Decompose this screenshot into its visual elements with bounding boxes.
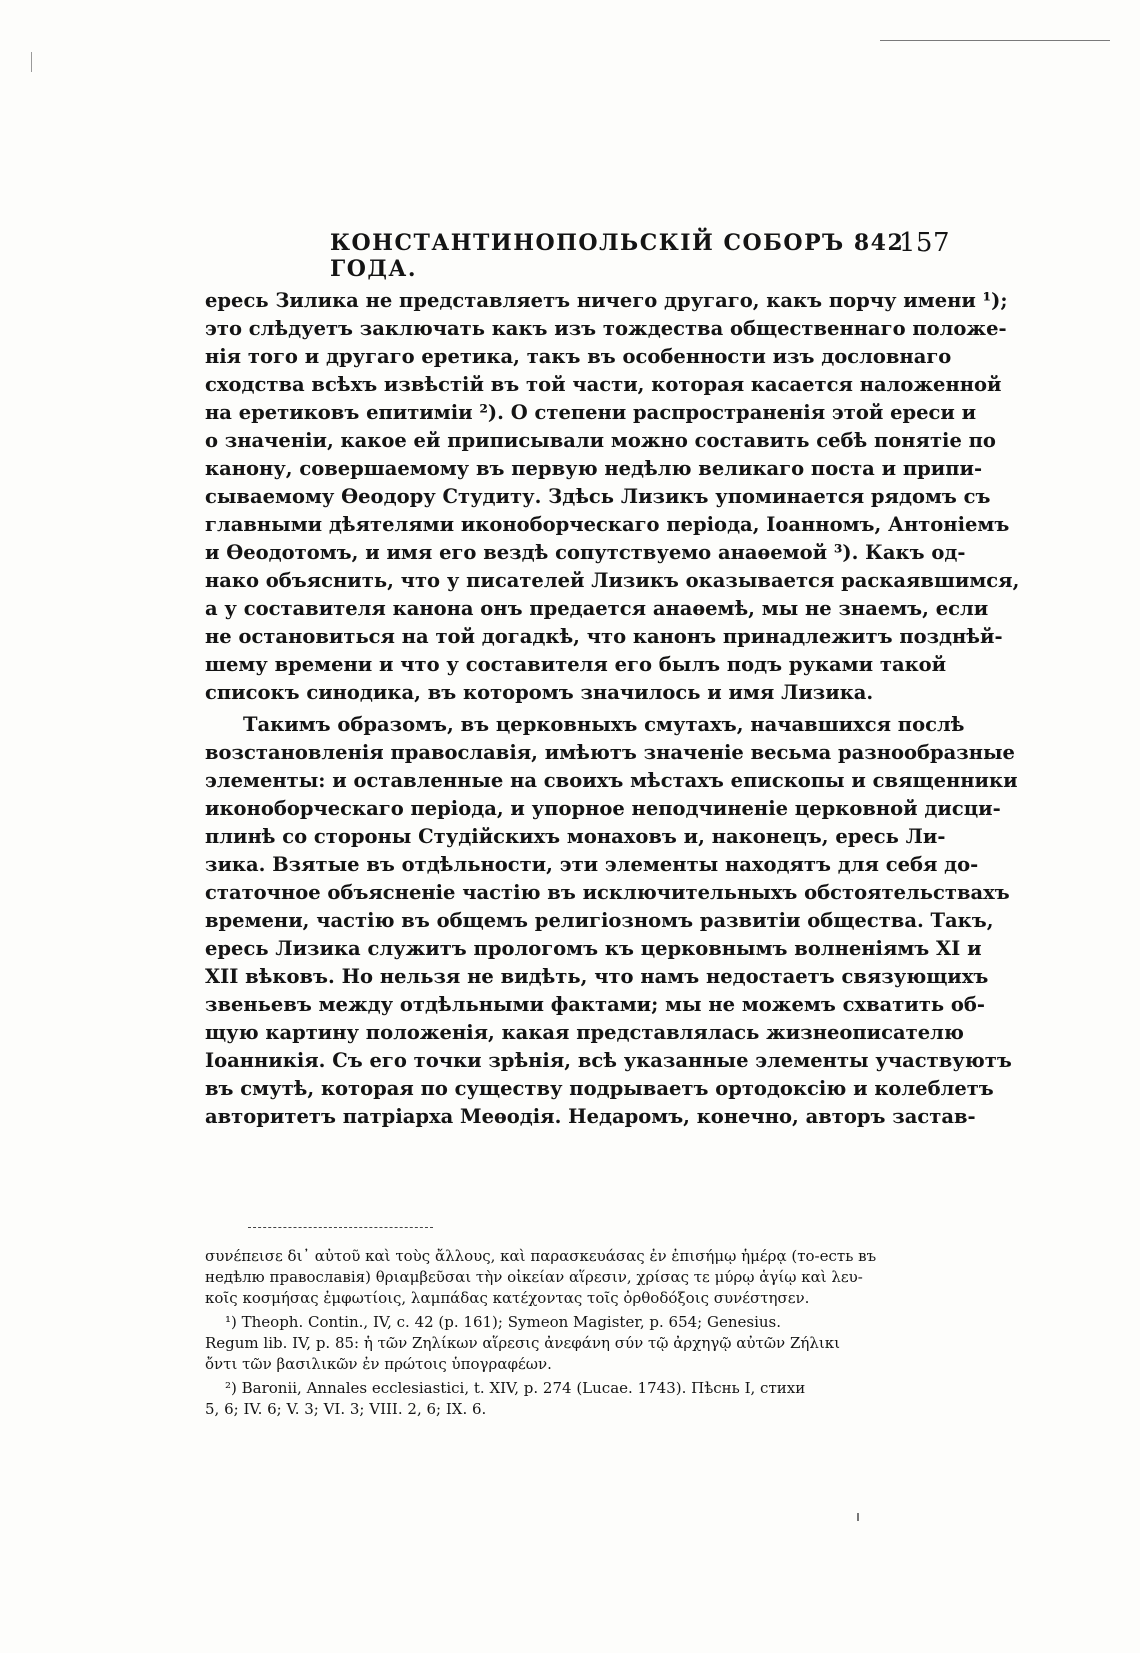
text-line: иконоборческаго періода, и упорное неподчиненіе церковной дисци- (205, 797, 1001, 820)
text-line: главными дѣятелями иконоборческаго періода, Іоанномъ, Антоніемъ (205, 513, 1010, 536)
text-line: на еретиковъ епитиміи ²). О степени распространенія этой ереси и (205, 401, 977, 424)
footnote-line: ²) Baronii, Annales ecclesiastici, t. XIV, p. 274 (Lucae. 1743). Пѣснь I, стихи (225, 1379, 806, 1397)
text-line: и Ѳеодотомъ, и имя его вездѣ сопутствуемо анаѳемой ³). Какъ од- (205, 541, 966, 564)
text-line: звеньевъ между отдѣльными фактами; мы не можемъ схватить об- (205, 993, 986, 1016)
text-line: списокъ синодика, въ которомъ значилось и имя Лизика. (205, 681, 874, 704)
text-line: канону, совершаемому въ первую недѣлю великаго поста и припи- (205, 457, 983, 480)
text-line: а у составителя канона онъ предается анаѳемѣ, мы не знаемъ, если (205, 597, 989, 620)
running-head (205, 228, 950, 282)
text-line: авторитетъ патріарха Меѳодія. Недаромъ, конечно, авторъ застав- (205, 1105, 976, 1128)
footnote-line: Regum lib. IV, p. 85: ἡ τῶν Ζηλίκων αἵρεσις ἀνεφάνη σύν τῷ ἀρχηγῷ αὐτῶν Ζήλικι (205, 1334, 841, 1352)
footnote-line: недѣлю православія) θριαμβεῦσαι τὴν οἰκείαν αἵρεσιν, χρίσας τε μύρῳ ἁγίῳ καὶ λευ- (205, 1268, 863, 1286)
footnote-line: ¹) Theoph. Contin., IV, c. 42 (p. 161); Symeon Magister, p. 654; Genesius. (225, 1313, 782, 1331)
footnote-divider (248, 1227, 433, 1228)
text-line: XII вѣковъ. Но нельзя не видѣть, что намъ недостаетъ связующихъ (205, 965, 989, 988)
text-line: не остановиться на той догадкѣ, что канонъ принадлежитъ позднѣй- (205, 625, 1003, 648)
page-number: 157 (898, 228, 950, 258)
text-line: времени, частію въ общемъ религіозномъ развитіи общества. Такъ, (205, 909, 994, 932)
text-line: возстановленія православія, имѣютъ значеніе весьма разнообразные (205, 741, 1015, 764)
body-text (205, 287, 1020, 1131)
text-line: плинѣ со стороны Студійскихъ монаховъ и, наконецъ, ересь Ли- (205, 825, 946, 848)
footnote-line: κοῖς κοσμήσας ἐμφωτίοις, λαμπάδας κατέχοντας τοῖς ὀρθοδόξοις συνέστησεν. (205, 1289, 810, 1307)
text-line: элементы: и оставленные на своихъ мѣстахъ епископы и священники (205, 769, 1018, 792)
scan-edge-tick (31, 52, 32, 72)
text-line: Іоанникія. Съ его точки зрѣнія, всѣ указанные элементы участвуютъ (205, 1049, 1012, 1072)
text-line: въ смутѣ, которая по существу подрываетъ ортодоксію и колеблетъ (205, 1077, 994, 1100)
text-line: нія того и другаго еретика, такъ въ особенности изъ дословнаго (205, 345, 952, 368)
text-line: это слѣдуетъ заключать какъ изъ тождества общественнаго положе- (205, 317, 1007, 340)
scan-edge-rule (880, 40, 1110, 41)
text-line: щую картину положенія, какая представлялась жизнеописателю (205, 1021, 964, 1044)
footnote-line: 5, 6; IV. 6; V. 3; VI. 3; VIII. 2, 6; IX. 6. (205, 1400, 487, 1418)
text-line: ересь Зилика не представляетъ ничего другаго, какъ порчу имени ¹); (205, 289, 1008, 312)
text-line: ересь Лизика служитъ прологомъ къ церковнымъ волненіямъ XI и (205, 937, 982, 960)
footnotes (205, 1246, 950, 1420)
page-title: КОНСТАНТИНОПОЛЬСКІЙ СОБОРЪ 842 ГОДА. (330, 230, 905, 282)
text-line: статочное объясненіе частію въ исключительныхъ обстоятельствахъ (205, 881, 1010, 904)
text-line: сходства всѣхъ извѣстій въ той части, которая касается наложенной (205, 373, 1002, 396)
text-line: нако объяснить, что у писателей Лизикъ оказывается раскаявшимся, (205, 569, 1020, 592)
text-line: сываемому Ѳеодору Студиту. Здѣсь Лизикъ упоминается рядомъ съ (205, 485, 991, 508)
text-line: о значеніи, какое ей приписывали можно составить себѣ понятіе по (205, 429, 996, 452)
footnote-line: ὄντι τῶν βασιλικῶν ἐν πρώτοις ὑπογραφέων. (205, 1355, 552, 1373)
text-line: Такимъ образомъ, въ церковныхъ смутахъ, начавшихся послѣ (243, 713, 965, 736)
text-line: зика. Взятые въ отдѣльности, эти элементы находятъ для себя до- (205, 853, 979, 876)
scan-speck (857, 1513, 859, 1521)
footnote-line: συνέπεισε δι᾽ αὐτοῦ καὶ τοὺς ἄλλους, καὶ παρασκευάσας ἐν ἐπισήμῳ ἡμέρᾳ (то-есть въ (205, 1247, 877, 1265)
text-line: шему времени и что у составителя его былъ подъ руками такой (205, 653, 947, 676)
